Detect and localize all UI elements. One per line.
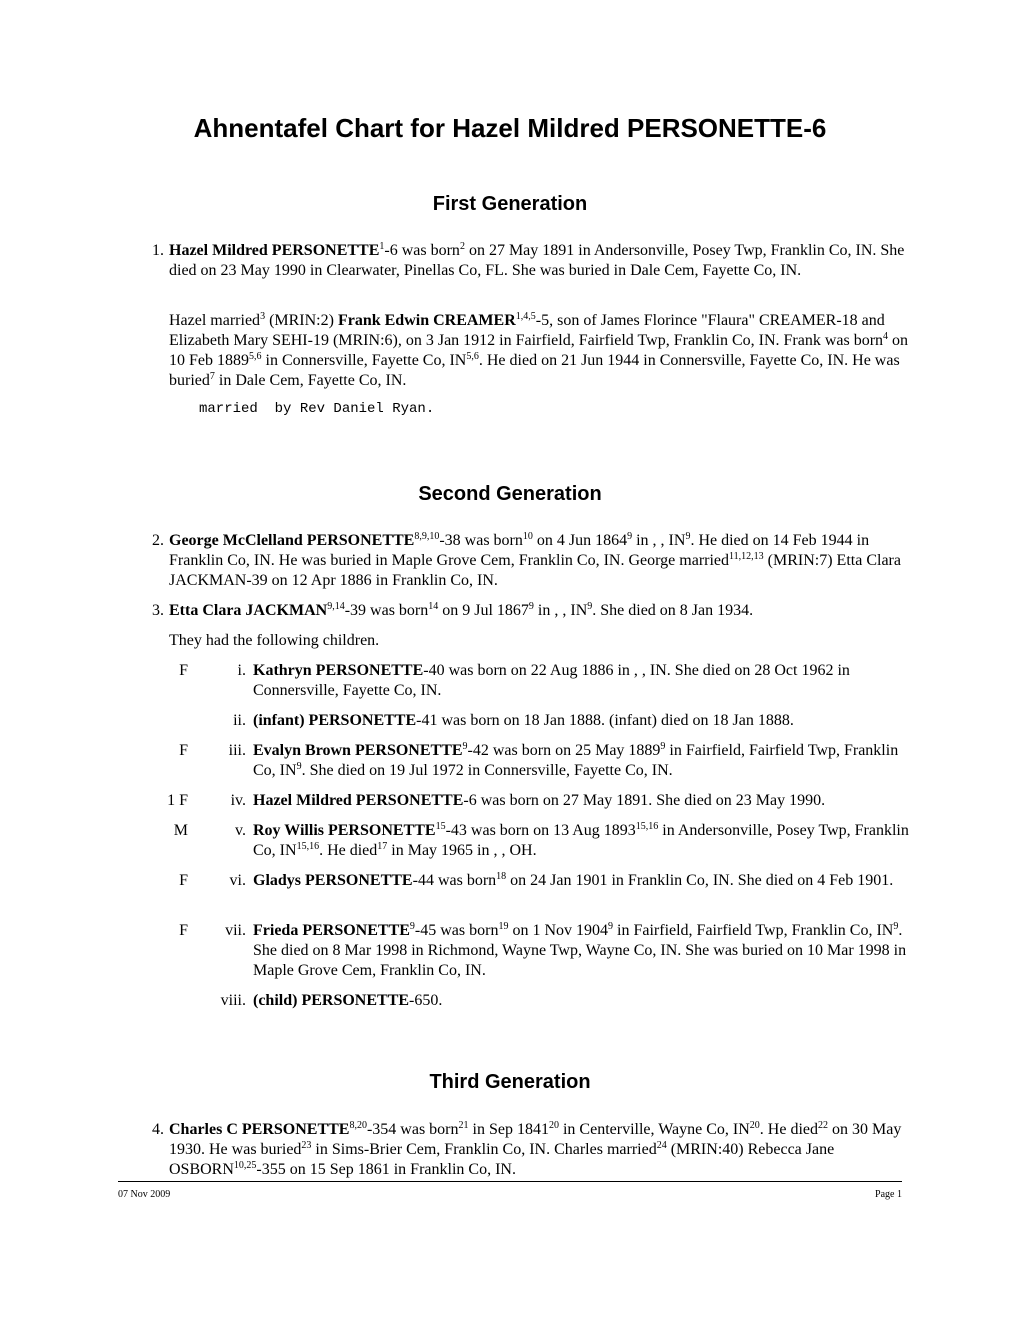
citation: 10,25 bbox=[233, 1160, 257, 1171]
child-numeral: iii. bbox=[228, 742, 246, 759]
entry-text bbox=[169, 241, 910, 281]
text: in Connersville, Fayette Co, IN bbox=[261, 352, 467, 369]
citation: 1 bbox=[379, 241, 385, 252]
entry-number: 3. bbox=[152, 602, 164, 619]
citation: 18 bbox=[496, 871, 507, 882]
child-sex: 1 F bbox=[167, 792, 188, 809]
entry-text bbox=[169, 531, 910, 591]
child-text bbox=[253, 871, 910, 891]
citation: 9 bbox=[528, 601, 534, 612]
footer-divider bbox=[118, 1181, 902, 1182]
citation: 9 bbox=[296, 761, 302, 772]
text: in Sims-Brier Cem, Franklin Co, IN. Charles married bbox=[311, 1141, 657, 1158]
child-numeral: vi. bbox=[229, 872, 246, 889]
text: -39 was born bbox=[344, 602, 429, 619]
text: on 24 Jan 1901 in Franklin Co, IN. She died on 4 Feb 1901. bbox=[506, 872, 894, 889]
citation: 2 bbox=[459, 241, 465, 252]
citation: 9 bbox=[893, 921, 899, 932]
citation: 20 bbox=[548, 1120, 559, 1131]
child-name: Roy Willis PERSONETTE bbox=[253, 822, 436, 839]
child-sex: F bbox=[179, 922, 188, 939]
text: on 9 Jul 1867 bbox=[438, 602, 529, 619]
entry-4 bbox=[140, 1120, 910, 1180]
child-numeral: v. bbox=[235, 822, 246, 839]
text: -38 was born bbox=[439, 532, 523, 549]
citation: 9 bbox=[685, 531, 691, 542]
child-row bbox=[140, 741, 910, 781]
child-numeral: ii. bbox=[233, 712, 246, 729]
child-name: Gladys PERSONETTE bbox=[253, 872, 413, 889]
text: in Fairfield, Fairfield Twp, Franklin Co, IN bbox=[253, 742, 899, 779]
child-name: (infant) PERSONETTE bbox=[253, 712, 417, 729]
text: in , , IN bbox=[533, 602, 588, 619]
text: -354 was born bbox=[366, 1121, 459, 1138]
child-row bbox=[140, 871, 910, 891]
text: on 27 May 1891 in Andersonville, Posey Twp, Franklin Co, IN. She died on 23 May 1990 in Clearwater, Pinellas Co, FL. She was buried in Dale Cem, Fayette Co, IN. bbox=[169, 242, 905, 279]
child-row bbox=[140, 921, 910, 981]
citation: 15,16 bbox=[296, 841, 320, 852]
child-numeral: i. bbox=[237, 662, 246, 679]
text: on 1 Nov 1904 bbox=[508, 922, 609, 939]
text: -5, son of James Florince "Flaura" CREAMER-18 and Elizabeth Mary SEHI-19 (MRIN:6), on 3 Jan 1912 in Fairfield, Fairfield Twp, Franklin Co, IN. Frank was born bbox=[169, 312, 885, 349]
text: Hazel married bbox=[169, 312, 261, 329]
text: -44 was born bbox=[412, 872, 497, 889]
text: -650. bbox=[409, 992, 443, 1009]
citation: 14 bbox=[428, 601, 439, 612]
citation: 9 bbox=[660, 741, 666, 752]
citation: 24 bbox=[656, 1140, 667, 1151]
text: in Andersonville, Posey Twp, Franklin Co, IN bbox=[253, 822, 909, 859]
text: in Centerville, Wayne Co, IN bbox=[558, 1121, 750, 1138]
entry-text bbox=[169, 601, 910, 621]
citation: 9 bbox=[608, 921, 614, 932]
footer-date: 07 Nov 2009 bbox=[118, 1189, 171, 1200]
citation: 17 bbox=[377, 841, 388, 852]
page-title: Ahnentafel Chart for Hazel Mildred PERSONETTE-6 bbox=[193, 113, 827, 143]
citation: 15 bbox=[435, 821, 446, 832]
citation: 1,4,5 bbox=[515, 311, 536, 322]
child-row bbox=[140, 821, 910, 861]
child-row bbox=[140, 661, 910, 701]
text: (MRIN:2) bbox=[265, 312, 338, 329]
citation: 19 bbox=[498, 921, 509, 932]
text: . He died bbox=[319, 842, 378, 859]
citation: 7 bbox=[209, 371, 215, 382]
child-text bbox=[253, 791, 910, 811]
person-name: Charles C PERSONETTE bbox=[169, 1121, 350, 1138]
citation: 9,14 bbox=[327, 601, 345, 612]
child-name: Hazel Mildred PERSONETTE bbox=[253, 792, 464, 809]
text: -40 was born on 22 Aug 1886 in , , IN. She died on 28 Oct 1962 in Connersville, Fayette Co, IN. bbox=[253, 662, 850, 699]
person-name: Etta Clara JACKMAN bbox=[169, 602, 328, 619]
citation: 3 bbox=[260, 311, 266, 322]
entry-number: 4. bbox=[152, 1121, 164, 1138]
text: . He died on 21 Jun 1944 in Connersville, Fayette Co, IN. He was buried bbox=[169, 352, 900, 389]
citation: 22 bbox=[818, 1120, 828, 1131]
text: (MRIN:40) Rebecca Jane OSBORN bbox=[169, 1141, 835, 1178]
citation: 9 bbox=[409, 921, 415, 932]
child-numeral: viii. bbox=[220, 992, 246, 1009]
citation: 8,9,10 bbox=[414, 531, 440, 542]
child-name: Frieda PERSONETTE bbox=[253, 922, 410, 939]
child-name: Kathryn PERSONETTE bbox=[253, 662, 424, 679]
text: -6 was born bbox=[384, 242, 460, 259]
text: -355 on 15 Sep 1861 in Franklin Co, IN. bbox=[256, 1161, 516, 1178]
child-row bbox=[140, 991, 910, 1011]
text: -43 was born on 13 Aug 1893 bbox=[445, 822, 636, 839]
citation: 9 bbox=[587, 601, 593, 612]
child-text bbox=[253, 821, 910, 861]
children-intro: They had the following children. bbox=[169, 632, 380, 649]
text: -41 was born on 18 Jan 1888. (infant) died on 18 Jan 1888. bbox=[416, 712, 794, 729]
child-numeral: iv. bbox=[230, 792, 246, 809]
text: in Dale Cem, Fayette Co, IN. bbox=[214, 372, 407, 389]
text: . He died on 14 Feb 1944 in Franklin Co, IN. He was buried in Maple Grove Cem, Franklin Co, IN. George married bbox=[169, 532, 870, 569]
first-generation-heading: First Generation bbox=[432, 193, 588, 215]
citation: 4 bbox=[883, 331, 889, 342]
third-generation-heading: Third Generation bbox=[429, 1071, 591, 1093]
child-row bbox=[140, 791, 910, 811]
citation: 8,20 bbox=[349, 1120, 367, 1131]
text: -42 was born on 25 May 1889 bbox=[467, 742, 661, 759]
text: in Sep 1841 bbox=[468, 1121, 549, 1138]
text: on 30 May 1930. He was buried bbox=[169, 1121, 902, 1158]
person-name: Hazel Mildred PERSONETTE bbox=[169, 242, 380, 259]
citation: 23 bbox=[301, 1140, 312, 1151]
text: . She died on 8 Jan 1934. bbox=[592, 602, 754, 619]
second-generation-heading: Second Generation bbox=[418, 483, 602, 505]
citation: 15,16 bbox=[635, 821, 659, 832]
child-text bbox=[253, 741, 910, 781]
marriage-paragraph bbox=[169, 311, 909, 391]
citation: 10 bbox=[522, 531, 533, 542]
citation: 5,6 bbox=[249, 351, 262, 362]
child-name: Evalyn Brown PERSONETTE bbox=[253, 742, 463, 759]
citation: 11,12,13 bbox=[729, 551, 764, 562]
entry-number: 1. bbox=[152, 242, 164, 259]
child-name: (child) PERSONETTE bbox=[253, 992, 410, 1009]
child-text bbox=[253, 991, 910, 1011]
entry-number: 2. bbox=[152, 532, 164, 549]
text: . He died bbox=[759, 1121, 818, 1138]
spouse-name: Frank Edwin CREAMER bbox=[337, 312, 516, 329]
child-sex: F bbox=[179, 662, 188, 679]
child-text bbox=[253, 661, 910, 701]
citation: 20 bbox=[749, 1120, 760, 1131]
text: on 4 Jun 1864 bbox=[532, 532, 628, 549]
child-text bbox=[253, 711, 910, 731]
text: on 10 Feb 1889 bbox=[169, 332, 909, 369]
entry-3 bbox=[140, 601, 910, 621]
text: in Fairfield, Fairfield Twp, Franklin Co, IN bbox=[613, 922, 894, 939]
child-sex: F bbox=[179, 872, 188, 889]
entry-2 bbox=[140, 531, 910, 591]
person-name: George McClelland PERSONETTE bbox=[169, 532, 415, 549]
citation: 5,6 bbox=[466, 351, 479, 362]
citation: 21 bbox=[458, 1120, 469, 1131]
text: -45 was born bbox=[414, 922, 499, 939]
child-sex: M bbox=[173, 822, 188, 839]
citation: 9 bbox=[462, 741, 468, 752]
child-text bbox=[253, 921, 910, 981]
text: . She died on 8 Mar 1998 in Richmond, Wayne Twp, Wayne Co, IN. She was buried on 10 Mar 1998 in Maple Grove Cem, Franklin Co, IN. bbox=[253, 922, 907, 979]
marriage-note: married by Rev Daniel Ryan. bbox=[199, 401, 435, 417]
text: in , , IN bbox=[632, 532, 686, 549]
text: (MRIN:7) Etta Clara JACKMAN-39 on 12 Apr 1886 in Franklin Co, IN. bbox=[169, 552, 901, 589]
citation: 9 bbox=[627, 531, 633, 542]
entry-text bbox=[169, 1120, 910, 1180]
text: in May 1965 in , , OH. bbox=[387, 842, 537, 859]
text: -6 was born on 27 May 1891. She died on 23 May 1990. bbox=[463, 792, 826, 809]
footer-page-number: Page 1 bbox=[875, 1189, 902, 1200]
child-row bbox=[140, 711, 910, 731]
text: . She died on 19 Jul 1972 in Connersville, Fayette Co, IN. bbox=[301, 762, 673, 779]
entry-1 bbox=[140, 241, 910, 281]
child-numeral: vii. bbox=[225, 922, 246, 939]
child-sex: F bbox=[179, 742, 188, 759]
